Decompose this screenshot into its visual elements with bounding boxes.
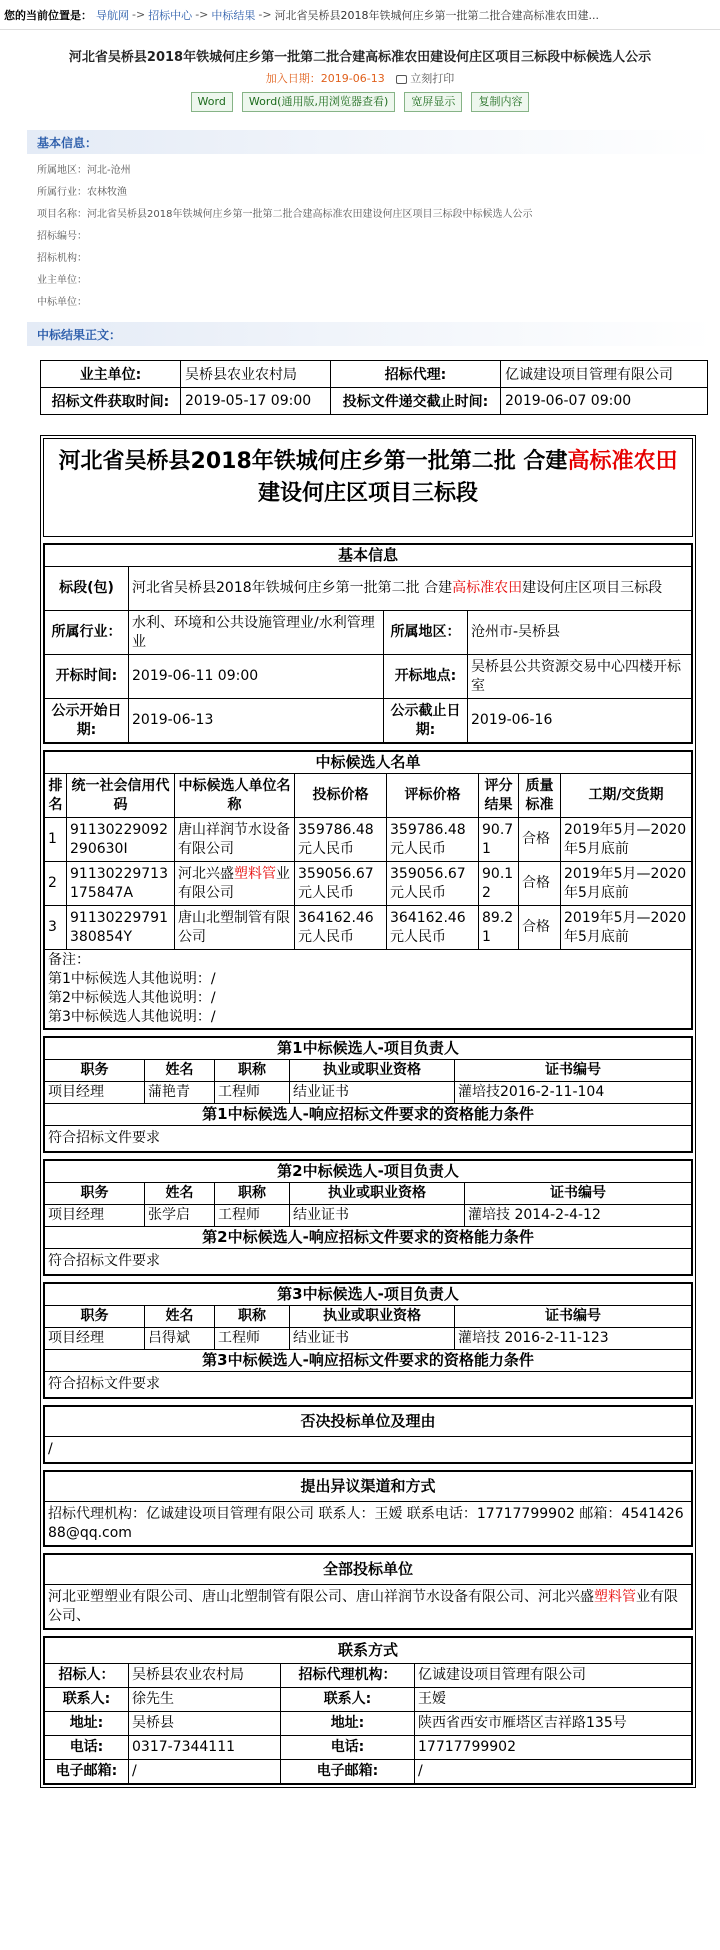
col-name: 姓名 [145, 1306, 215, 1328]
condition-value: 符合招标文件要求 [45, 1372, 692, 1398]
page-title: 河北省吴桥县2018年铁城何庄乡第一批第二批合建高标准农田建设何庄区项目三标段中标候选人公示 [68, 50, 652, 65]
open-place-label: 开标地点: [384, 655, 468, 699]
info-owner: 业主单位： [37, 275, 87, 286]
pub-start-value: 2019-06-13 [129, 699, 384, 743]
contact-label: 招标代理机构： [281, 1664, 415, 1688]
open-time-value: 2019-06-11 09:00 [129, 655, 384, 699]
col-title: 职称 [215, 1060, 290, 1082]
printer-icon [396, 75, 407, 84]
pub-end-value: 2019-06-16 [468, 699, 692, 743]
condition-title: 第3中标候选人-响应招标文件要求的资格能力条件 [45, 1350, 692, 1372]
breadcrumb-label: 您的当前位置是： [4, 8, 92, 22]
table-row [45, 1712, 692, 1736]
contact-label: 地址: [45, 1712, 129, 1736]
rank-cell: 2 [45, 862, 67, 906]
period-cell: 2019年5月—2020年5月底前 [561, 862, 692, 906]
basic-info-list [37, 154, 715, 314]
breadcrumb-link-home[interactable]: 导航网 [96, 8, 129, 22]
col-period: 工期/交货期 [561, 774, 692, 818]
info-winner: 中标单位： [37, 297, 87, 308]
publish-date: 加入日期：2019-06-13 [265, 72, 385, 85]
contact-label: 电话: [45, 1736, 129, 1760]
contact-value: 陕西省西安市雁塔区吉祥路135号 [415, 1712, 692, 1736]
col-eval-price: 评标价格 [387, 774, 479, 818]
contact-value: 0317-7344111 [129, 1736, 281, 1760]
position-cell: 项目经理 [45, 1082, 145, 1104]
table-row [45, 1760, 692, 1784]
agency-value: 亿诚建设项目管理有限公司 [501, 361, 708, 388]
col-title: 职称 [215, 1183, 290, 1205]
table-row [45, 1688, 692, 1712]
section-value: 河北省吴桥县2018年铁城何庄乡第一批第二批 合建高标准农田建设何庄区项目三标段 [129, 567, 692, 611]
rejected-table [44, 1406, 692, 1463]
owner-label: 业主单位: [41, 361, 181, 388]
industry-value: 水利、环境和公共设施管理业/水利管理业 [129, 611, 384, 655]
company-cell: 河北兴盛塑料管业有限公司 [175, 862, 295, 906]
col-bid-price: 投标价格 [295, 774, 387, 818]
company-cell: 唐山祥润节水设备有限公司 [175, 818, 295, 862]
region-label: 所属地区： [384, 611, 468, 655]
table-row [45, 818, 692, 862]
bid-cell: 364162.46元人民币 [295, 906, 387, 950]
condition-title: 第1中标候选人-响应招标文件要求的资格能力条件 [45, 1104, 692, 1126]
manager-title: 第2中标候选人-项目负责人 [45, 1161, 692, 1183]
col-company: 中标候选人单位名称 [175, 774, 295, 818]
col-certificate: 证书编号 [465, 1183, 692, 1205]
eval-cell: 359786.48元人民币 [387, 818, 479, 862]
rank-cell: 1 [45, 818, 67, 862]
period-cell: 2019年5月—2020年5月底前 [561, 818, 692, 862]
rejected-box [43, 1405, 693, 1464]
contact-label: 电子邮箱: [45, 1760, 129, 1784]
manager-2-box [43, 1159, 693, 1276]
col-qualification: 执业或职业资格 [290, 1183, 465, 1205]
contact-value: 王嫒 [415, 1688, 692, 1712]
basic-info-title: 基本信息 [45, 545, 692, 567]
quality-cell: 合格 [519, 906, 561, 950]
doc-time-value: 2019-05-17 09:00 [181, 388, 331, 415]
manager-title: 第3中标候选人-项目负责人 [45, 1284, 692, 1306]
title-cell: 工程师 [215, 1205, 290, 1227]
all-bidders-table [44, 1554, 692, 1629]
title-cell: 工程师 [215, 1082, 290, 1104]
score-cell: 89.21 [479, 906, 519, 950]
contact-value: 吴桥县 [129, 1712, 281, 1736]
period-cell: 2019年5月—2020年5月底前 [561, 906, 692, 950]
objection-content: 招标代理机构：亿诚建设项目管理有限公司 联系人：王嫒 联系电话：17717799902 邮箱：454142688@qq.com [45, 1502, 692, 1546]
col-qualification: 执业或职业资格 [290, 1306, 455, 1328]
candidates-table [44, 751, 692, 1029]
condition-value: 符合招标文件要求 [45, 1249, 692, 1275]
toolbar [5, 90, 715, 112]
rejected-content: / [45, 1437, 692, 1463]
agency-label: 招标代理: [331, 361, 501, 388]
candidates-notes [45, 950, 692, 1029]
score-cell: 90.12 [479, 862, 519, 906]
contact-value: 徐先生 [129, 1688, 281, 1712]
manager-1-box [43, 1036, 693, 1153]
col-position: 职务 [45, 1306, 145, 1328]
summary-table [40, 360, 708, 415]
col-position: 职务 [45, 1060, 145, 1082]
all-bidders-box [43, 1553, 693, 1630]
basic-info-table [44, 544, 692, 743]
meta-row [5, 72, 715, 86]
col-title: 职称 [215, 1306, 290, 1328]
candidates-box [43, 750, 693, 1030]
breadcrumb: 您的当前位置是： 导航网 -> 招标中心 -> 中标结果 -> 河北省吴桥县2018年铁城何庄乡第一批第二批合建高标准农田建... [0, 0, 720, 30]
table-row [45, 1205, 692, 1227]
contact-value: 吴桥县农业农村局 [129, 1664, 281, 1688]
contact-table [44, 1637, 692, 1784]
col-quality: 质量标准 [519, 774, 561, 818]
table-row [45, 1664, 692, 1688]
contact-value: / [129, 1760, 281, 1784]
info-region: 所属地区：河北-沧州 [37, 165, 131, 176]
certificate-cell: 灌培技2016-2-11-104 [455, 1082, 692, 1104]
manager-3-table [44, 1283, 692, 1398]
name-cell: 吕得斌 [145, 1328, 215, 1350]
note-line: 第1中标候选人其他说明：/ [48, 971, 216, 987]
doc-time-label: 招标文件获取时间: [41, 388, 181, 415]
contact-value: 17717799902 [415, 1736, 692, 1760]
info-project: 项目名称：河北省吴桥县2018年铁城何庄乡第一批第二批合建高标准农田建设何庄区项目三标段中标候选人公示 [37, 209, 533, 220]
col-certificate: 证书编号 [455, 1306, 692, 1328]
position-cell: 项目经理 [45, 1205, 145, 1227]
region-value: 沧州市-吴桥县 [468, 611, 692, 655]
deadline-label: 投标文件递交截止时间: [331, 388, 501, 415]
info-agency: 招标机构： [37, 253, 87, 264]
objection-box [43, 1470, 693, 1547]
breadcrumb-link-bidding[interactable]: 招标中心 [148, 8, 193, 22]
bid-cell: 359786.48元人民币 [295, 818, 387, 862]
basic-info-header: 基本信息： [27, 130, 715, 154]
contact-title: 联系方式 [45, 1638, 692, 1664]
manager-3-box [43, 1282, 693, 1399]
qualification-cell: 结业证书 [290, 1082, 455, 1104]
contact-label: 电子邮箱: [281, 1760, 415, 1784]
rank-cell: 3 [45, 906, 67, 950]
certificate-cell: 灌培技 2014-2-4-12 [465, 1205, 692, 1227]
quality-cell: 合格 [519, 818, 561, 862]
rejected-title: 否决投标单位及理由 [45, 1407, 692, 1437]
deadline-value: 2019-06-07 09:00 [501, 388, 708, 415]
industry-label: 所属行业： [45, 611, 129, 655]
table-row [45, 1736, 692, 1760]
code-cell: 91130229791380854Y [67, 906, 175, 950]
print-button[interactable]: 立刻打印 [396, 72, 454, 85]
table-row [45, 906, 692, 950]
manager-2-table [44, 1160, 692, 1275]
qualification-cell: 结业证书 [290, 1328, 455, 1350]
note-line: 第3中标候选人其他说明：/ [48, 1009, 216, 1025]
company-cell: 唐山北塑制管有限公司 [175, 906, 295, 950]
position-cell: 项目经理 [45, 1328, 145, 1350]
body-header: 中标结果正文： [27, 322, 715, 346]
info-code: 招标编号： [37, 231, 87, 242]
contact-label: 电话: [281, 1736, 415, 1760]
table-row [45, 1328, 692, 1350]
wide-view-button[interactable]: 宽屏显示 [404, 92, 462, 112]
title-cell: 工程师 [215, 1328, 290, 1350]
col-qualification: 执业或职业资格 [290, 1060, 455, 1082]
announcement-body [40, 435, 696, 1788]
word-button[interactable]: Word [191, 92, 233, 112]
contact-label: 联系人: [281, 1688, 415, 1712]
objection-title: 提出异议渠道和方式 [45, 1472, 692, 1502]
word-browser-button[interactable]: Word(通用版,用浏览器查看) [242, 92, 395, 112]
code-cell: 91130229713175847A [67, 862, 175, 906]
copy-content-button[interactable]: 复制内容 [471, 92, 529, 112]
table-row [45, 1082, 692, 1104]
manager-1-table [44, 1037, 692, 1152]
score-cell: 90.71 [479, 818, 519, 862]
eval-cell: 364162.46元人民币 [387, 906, 479, 950]
table-row [45, 862, 692, 906]
pub-start-label: 公示开始日期: [45, 699, 129, 743]
all-bidders-title: 全部投标单位 [45, 1555, 692, 1585]
contact-value: 亿诚建设项目管理有限公司 [415, 1664, 692, 1688]
col-score: 评分结果 [479, 774, 519, 818]
pub-end-label: 公示截止日期: [384, 699, 468, 743]
quality-cell: 合格 [519, 862, 561, 906]
condition-title: 第2中标候选人-响应招标文件要求的资格能力条件 [45, 1227, 692, 1249]
col-certificate: 证书编号 [455, 1060, 692, 1082]
all-bidders-content: 河北亚塑塑业有限公司、唐山北塑制管有限公司、唐山祥润节水设备有限公司、河北兴盛塑料管业有限公司、 [45, 1585, 692, 1629]
basic-info-box [43, 543, 693, 744]
breadcrumb-link-results[interactable]: 中标结果 [211, 8, 256, 22]
big-title-box [43, 438, 693, 537]
contact-label: 地址: [281, 1712, 415, 1736]
contact-label: 招标人： [45, 1664, 129, 1688]
objection-table [44, 1471, 692, 1546]
bid-cell: 359056.67元人民币 [295, 862, 387, 906]
code-cell: 91130229092290630I [67, 818, 175, 862]
condition-value: 符合招标文件要求 [45, 1126, 692, 1152]
section-label: 标段(包) [45, 567, 129, 611]
note-line: 第2中标候选人其他说明：/ [48, 990, 216, 1006]
open-time-label: 开标时间: [45, 655, 129, 699]
name-cell: 张学启 [145, 1205, 215, 1227]
contact-value: / [415, 1760, 692, 1784]
breadcrumb-current: 河北省吴桥县2018年铁城何庄乡第一批第二批合建高标准农田建... [274, 8, 600, 22]
col-name: 姓名 [145, 1060, 215, 1082]
col-rank: 排名 [45, 774, 67, 818]
owner-value: 吴桥县农业农村局 [181, 361, 331, 388]
qualification-cell: 结业证书 [290, 1205, 465, 1227]
col-name: 姓名 [145, 1183, 215, 1205]
info-industry: 所属行业：农林牧渔 [37, 187, 127, 198]
contact-box [43, 1636, 693, 1785]
candidates-title: 中标候选人名单 [45, 752, 692, 774]
certificate-cell: 灌培技 2016-2-11-123 [455, 1328, 692, 1350]
col-credit-code: 统一社会信用代码 [67, 774, 175, 818]
announcement-title: 河北省吴桥县2018年铁城何庄乡第一批第二批 合建高标准农田建设何庄区项目三标段 [58, 449, 678, 506]
name-cell: 蒲艳青 [145, 1082, 215, 1104]
manager-title: 第1中标候选人-项目负责人 [45, 1038, 692, 1060]
col-position: 职务 [45, 1183, 145, 1205]
note-heading: 备注： [48, 952, 90, 968]
contact-label: 联系人: [45, 1688, 129, 1712]
eval-cell: 359056.67元人民币 [387, 862, 479, 906]
open-place-value: 吴桥县公共资源交易中心四楼开标室 [468, 655, 692, 699]
